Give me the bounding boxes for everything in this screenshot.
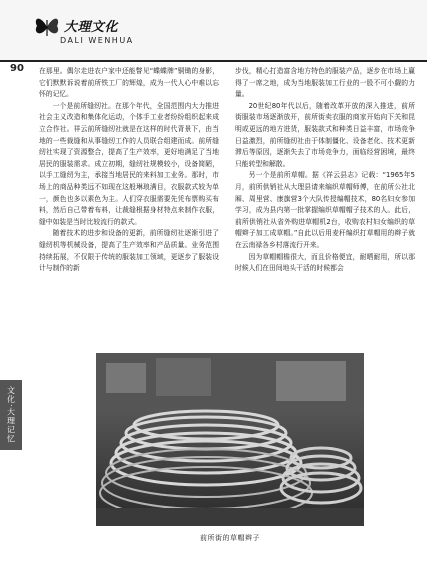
- paragraph: 20世纪80年代以后，随着改革开放的深入推进，前所街服装市场逐渐放开，前所街卖衣服的商家开始向下关和昆明或更远的地方进货，服装款式和种类日益丰富，市场竞争日益激烈，前所缝纫社由于体制僵化、设备老化、技术更新滞后等原因，逐渐失去了市场竞争力，面临经营困境，最终只能转型和解散。: [235, 101, 415, 168]
- section-tab: [0, 380, 22, 450]
- paragraph: 随着技术的进步和设备的更新，前所缝纫社逐渐引进了缝纫机等机械设备，提高了生产效率和产品质量。业务范围持续拓展，不仅限于传统的服装加工领域，更逐步了服装设计与制作的新: [39, 229, 219, 273]
- magazine-subtitle: DALI WENHUA: [60, 36, 134, 45]
- magazine-logo: [30, 12, 180, 56]
- butterfly-icon: [32, 12, 62, 42]
- magazine-title: 大理文化: [64, 20, 119, 35]
- photo-caption: 前所街的草帽辫子: [200, 534, 260, 542]
- page-number: 90: [10, 63, 24, 74]
- right-column: [235, 66, 415, 275]
- page-header: [0, 0, 427, 62]
- straw-braid-illustration: [96, 353, 364, 526]
- section-tab-label: 文化·大理记忆: [6, 386, 16, 444]
- left-column: [39, 66, 219, 275]
- paragraph: 另一个是前所草帽。据《祥云县志》记载：“1965年5月，前所供销社从大理县请来编织草帽师傅，在前所公社北厢、周里营、康旗营3个大队传授编帽技术，80名妇女参加学习，成为县内第一批掌握编织草帽帽子技术的人。此后，前所供销社从省外购进草帽机2台，收购农村妇女编织的草帽辫子加工成草帽。”自此以后用麦秆编织打草帽用的辫子就在云南禄各乡村落流行开来。: [235, 171, 415, 249]
- paragraph: 步伐，精心打造富含地方特色的服装产品，逐步在市场上赢得了一席之地，成为当地服装加工行业的一股不可小觑的力量。: [235, 67, 415, 99]
- paragraph: 因为草帽帽檐很大，而且价格便宜，耐晒耐用，所以那时候人们在田间地头干活的时候都会: [235, 252, 415, 273]
- straw-braid-photo: [96, 353, 364, 526]
- paragraph: 一个是前所缝纫社。在那个年代，全国范围内大力推进社会主义改造和集体化运动，个体手工业者纷纷组织起来成立合作社。祥云前所缝纫社就是在这样的时代背景下，由当地的一些裁缝和从事缝纫工作的人员联合组建而成。前所缝纫社实现了资源整合，提高了生产效率，更好地满足了当地居民的服装需求。成立初期，缝纫社规模较小，设备简陋，以手工缝纫为主，承接当地居民的来料加工业务。那时，市场上的商品种类远不如现在这般琳琅满目，衣服款式较为单一，颜色也多以素色为主。人们穿衣服需要先凭布票购买布料，然后自己带着布料，让裁缝根据身材特点来制作衣服，缝中如装是当时比较流行的款式。: [39, 101, 219, 226]
- paragraph: 在那里。偶尔走进农户家中还能瞥见“蝶蝶牌”铜锄的身影，它们默默诉说着前所铁工厂的辉煌，成为一代人心中难以忘怀的记忆。: [39, 67, 219, 99]
